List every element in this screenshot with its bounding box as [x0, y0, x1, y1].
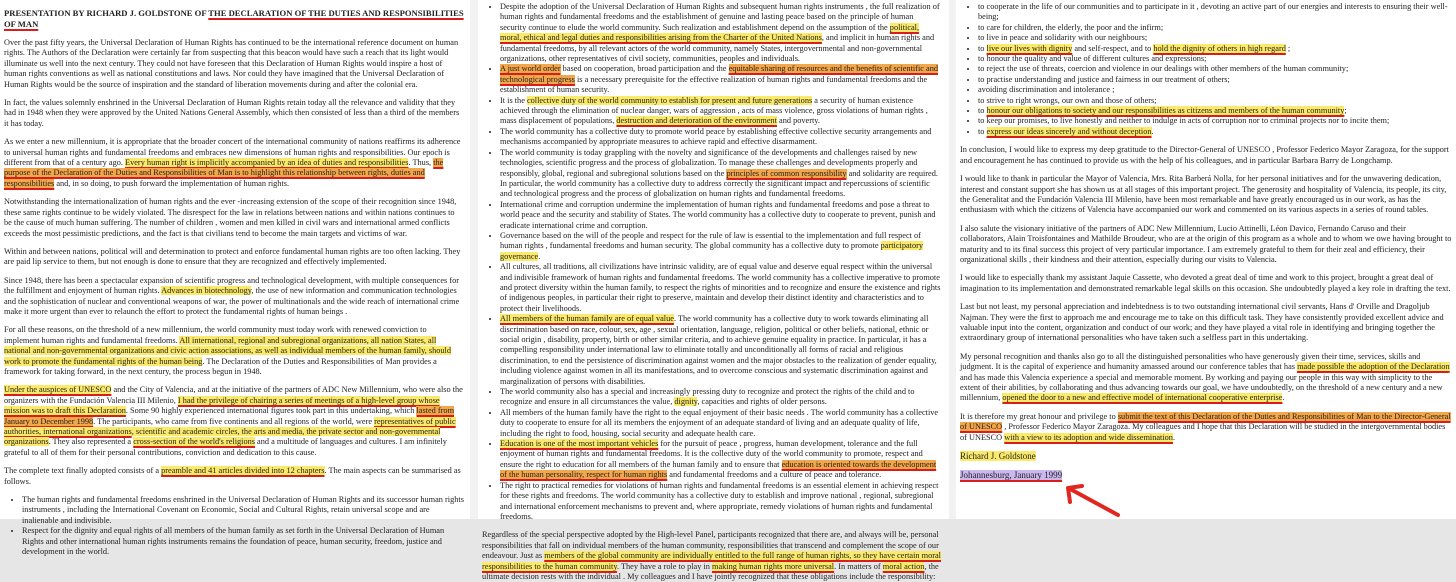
- highlight: representatives of public authorities, international organizations: [4, 416, 456, 436]
- highlight: Under the auspices of UNESCO: [4, 385, 112, 395]
- list-item: • to keep our promises, to live honestly and neither to indulge in acts of corruption nor to criminal projects nor to incite them;: [978, 116, 1452, 126]
- highlight: preamble and 41 articles divided into 12 chapters: [161, 466, 325, 476]
- paragraph: I also salute the visionary initiative of the partners of ADC New Millennium, Lucio Attinelli, Léon Davico, Fernando Caruso and their collaborators, Alain Troisfontaines and Mathilde Broudeur, who are at the origin of this program as a whole and to whom we owe having brought to maturity and to its final success this project of very particular importance. I am extremely grateful to them for their zeal and efficiency, their organizational skills , their kindness and their attention, especially during our visits to Valencia.: [960, 223, 1452, 264]
- highlight: made possible the adoption of the Declaration: [1297, 362, 1450, 372]
- highlight: lasted from January to December 1998: [4, 406, 455, 426]
- title-highlight: THE DECLARATION OF THE DUTIES AND RESPONSIBILITIES OF MAN: [4, 8, 464, 29]
- paragraph: Since 1948, there has been a spectacular expansion of scientific progress and technological development, with multiple consequences for the fulfillment and enjoyment of human rights. Advances in biotechnology, the use of new information and communication technologies and the sophistication of nuclear and conventional weapons of war, the power of multinationals and the wide reach of international crime make it more urgent than ever to relaunch the effort to protect the fundamental rights of human beings .: [4, 275, 460, 316]
- list-item: • to reject the use of threats, coercion and violence in our dealings with other members of the human community;: [978, 64, 1452, 74]
- list-item: • The right to practical remedies for violations of human rights and fundamental freedoms is an essential element in achieving respect for these rights and freedoms. The world community has a collective duty to establish and improve national , regional, subregional and international enforcement mechanisms to prevent and, where appropriate, remedy violations of human rights and fundamental freedoms.: [500, 481, 941, 523]
- paragraph: It is therefore my great honour and privilege to submit the text of this Declaration of the Duties and Responsibilities of Man to the Director-General of UNESCO , Professor Federico Mayor Zaragoza. My colleagues and I hope that this Declaration will be studied in the intergovernmental bodies of UNESCO with a view to its adoption and wide dissemination.: [960, 411, 1451, 442]
- highlight: collective duty of the world community to establish for present and future generations: [526, 95, 813, 105]
- page-gutter: [470, 0, 478, 519]
- list-item: • to express our ideas sincerely and without deception.: [978, 127, 1452, 137]
- document-title: PRESENTATION BY RICHARD J. GOLDSTONE OF THE DECLARATION OF THE DUTIES AND RESPONSIBILITIES OF MAN: [4, 8, 464, 29]
- list-item: • All members of the human family have the right to the equal enjoyment of their basic needs . The world community has a collective duty to cooperate to ensure for all its members the enjoyment of an adequate standard of living and an adequate quality of life, including the right to food, housing, social security and adequate health care.: [500, 408, 941, 439]
- list-item: • avoiding discrimination and intolerance ;: [978, 85, 1452, 95]
- arrow-pointer-icon: [1062, 482, 1122, 518]
- highlight: live our lives with dignity: [986, 43, 1073, 53]
- paragraph: The complete text finally adopted consists of a preamble and 41 articles divided into 12 chapters. The main aspects can be summarised as follows.: [4, 466, 461, 486]
- highlight: equitable sharing of resources and the benefits of scientific and technological progress: [500, 64, 938, 84]
- paragraph: Last but not least, my personal appreciation and indebtedness is to two outstanding international civil servants, Hans d' Orville and Dragoljub Najman. They were the first to approach me and encourage me to take on this difficult task. They have consistently provided excellent advice and valuable input into the content, organization and conduct of our work; and they have played a vital role in identifying and bringing together the extraordinary group of international personalities who have taken such a selfless part in this undertaking.: [960, 302, 1444, 343]
- paragraph: In fact, the values solemnly enshrined in the Universal Declaration of Human Rights retain today all the relevance and validity that they had in 1948 when they were approved by the United Nations General Assembly, which then consisted of less than a third of the members it has today.: [4, 98, 460, 128]
- paragraph: Within and between nations, political will and determination to protect and enforce fundamental human rights are too often lacking. They are paid lip service to them, but not enough is done to ensure that they are recognized and effectively implemented.: [4, 246, 461, 267]
- list-item: • to live our lives with dignity and self-respect, and to hold the dignity of others in high regard ;: [978, 44, 1452, 54]
- list-item: • Despite the adoption of the Universal Declaration of Human Rights and subsequent human rights instruments , the full realization of human rights and fundamental freedoms and the establishment of genuine and lasting peace based on the principle of human security continue to elude the world community. Such realization and establishment depend on the assumption of the political, moral, ethical and legal duties and responsibilities arising from the Charter of the United Nations, and implicit in human rights and fundamental freedoms, by all relevant actors of the world community, namely States, intergovernmental and non-governmental organizations, other representatives of civil society, communities, peoples and individuals.: [500, 2, 941, 64]
- list-item: • The human rights and fundamental freedoms enshrined in the Universal Declaration of Human Rights and its successor human rights instruments , including the International Covenant on Economic, Social and Cultural Rights, retain universal scope and are inalienable and indivisible.: [22, 495, 464, 526]
- list-item: • to honour our obligations to society and our responsibilities as citizens and members of the human community;: [978, 106, 1452, 116]
- list-item: • to strive to right wrongs, our own and those of others;: [978, 96, 1452, 106]
- highlight: A just world order: [500, 64, 561, 74]
- highlight: education is oriented towards the development of the human personality, respect for human rights: [500, 459, 937, 480]
- bullet-list: [482, 2, 941, 522]
- highlight: Every human right is implicitly accompanied by an idea of duties and responsibilities: [125, 158, 409, 168]
- paragraph: Regardless of the special perspective adopted by the High-level Panel, participants recognized that there are, and always will be, personal responsibilities that fall on individual members of the human community, responsibilities that transcend and complement the scope of our endeavour. Just as members of the global community are individually entitled to the full range of human rights, so they have certain moral responsibilities to the human community. They have a role to play in making human rights more universal. In matters of moral action, the ultimate decision rests with the individual . My colleagues and I have jointly recognized that these obligations include the responsibility:: [482, 530, 941, 581]
- list-item: • to cooperate in the life of our communities and to participate in it , devoting an active part of our energies and interests to ensuring their well-being;: [978, 2, 1452, 23]
- highlight: moral action: [882, 561, 925, 571]
- highlight: submit the text of this Declaration of the Duties and Responsibilities of Man to the Director-General of UNESCO: [960, 411, 1451, 432]
- paragraph: As we enter a new millennium, it is appropriate that the broader concert of the international community of nations reaffirms its adherence to universal human rights and fundamental freedoms and embraces new dimensions of human rights and responsibilities. Our epoch is different from that of a century ago. Every human right is implicitly accompanied by an idea of duties and responsibilities. Thus, the purpose of the Declaration of the Duties and Responsibilities of Man is to highlight this relationship between rights, duties and responsibilities and, in so doing, to push forward the implementation of human rights.: [4, 137, 461, 188]
- highlight: participatory governance: [500, 241, 924, 261]
- paragraph: I would like to thank in particular the Mayor of Valencia, Mrs. Rita Barberá Nolla, for her personal initiatives and for the unwavering dedication, interest and constant support she has shown us at all stages of this important project. The generosity and hospitality of Valencia, its people, its city, the Generalitat and the Fundación Valencia III Milenio, have been most remarkable and have greatly encouraged us in our work, as has the enthusiasm with which the citizens of Valencia have accompanied our work and commented on its various aspects in a series of round tables.: [960, 174, 1447, 215]
- list-item: • Education is one of the most important vehicles for the pursuit of peace , progress, human development, tolerance and the full enjoyment of human rights and fundamental freedoms. It is the collective duty of the world community to promote, respect and ensure the right to education for all members of the human family and to ensure that education is oriented towards the development of the human personality, respect for human rights and fundamental freedoms and a culture of peace and tolerance.: [500, 439, 941, 481]
- list-item: • Respect for the dignity and equal rights of all members of the human family as set forth in the Universal Declaration of Human Rights and other international human rights instruments remains the foundation of peace, human security, freedom, justice and development in the world.: [22, 526, 464, 557]
- highlight: Education is one of the most important vehicles: [500, 439, 659, 449]
- highlight: All members of the human family are of equal value: [500, 314, 674, 324]
- paragraph: Over the past fifty years, the Universal Declaration of Human Rights has continued to be the international reference document on human rights. The Authors of the Declaration were certainly far from suspecting that this beacon would have such a reach that its light would illuminate us well into the next century. They could not have foreseen that this Declaration of Human Rights would inspire a host of human rights conventions as well as national constitutions and laws. Nor could they have imagined that the Universal Declaration of Human Rights would be the source of inspiration and the standard of liberation movements during and after the colonial era.: [4, 38, 459, 89]
- highlight: I had the privilege of chairing a series of meetings of a high-level group whose mission was to draft this Declaration: [4, 395, 440, 416]
- paragraph: Under the auspices of UNESCO and the City of Valencia, and at the initiative of the partners of ADC New Millennium, who were also the organizers with the Fundación Valencia III Milenio, I had the privilege of chairing a series of meetings of a high-level group whose mission was to draft this Declaration. Some 90 highly experienced international figures took part in this undertaking, which lasted from January to December 1998. The participants, who came from five continents and all regions of the world, were representatives of public authorities, international organizations, scientific and academic circles, the arts and media, the private sector and non-governmental organizations. They also represented a cross-section of the world's religions and a multitude of languages and cultures. I am infinitely grateful to all of them for their personal contributions, conviction and dedication to this cause.: [4, 385, 463, 457]
- list-item: • to live in peace and solidarity with our neighbours;: [978, 33, 1452, 43]
- highlight: members of the global community are individually entitled to the full range of human rights: [544, 551, 850, 561]
- list-item: • to honour the quality and value of different cultures and expressions;: [978, 54, 1452, 64]
- page-left: [0, 0, 470, 557]
- highlight: political, moral, ethical and legal duties and responsibilities arising from the Charter of the United Nations: [500, 22, 920, 43]
- highlight: opened the door to a new and effective model of international cooperative enterprise: [1002, 393, 1283, 403]
- highlight: the purpose of the Declaration of the Duties and Responsibilities of Man is to highlight this relationship between rights, duties and responsibilities: [4, 158, 444, 188]
- highlight: Advances in biotechnology: [161, 286, 252, 296]
- highlight: with a view to its adoption and wide dissemination: [1004, 432, 1173, 442]
- highlight: making human rights more universal: [711, 561, 835, 571]
- highlight: , scientific and academic circles, the arts and media, the private sector and non-governmental organizations: [4, 427, 441, 447]
- list-item: • Governance based on the will of the people and respect for the rule of law is essential to the implementation and full respect of human rights , fundamental freedoms and human security. The global community has a collective duty to promote participatory governance.: [500, 231, 941, 262]
- list-item: • The world community also has a special and increasingly pressing duty to recognize and protect the rights of the child and to recognize and ensure in all circumstances the value, dignity, capacities and rights of older persons.: [500, 387, 941, 408]
- highlight: dignity: [674, 397, 698, 407]
- page-gutter: [949, 0, 956, 519]
- highlight: destruction and deterioration of the environment: [616, 116, 777, 126]
- highlight: cross-section of the world's religions: [133, 437, 255, 447]
- list-item: • All members of the human family are of equal value. The world community has a collective duty to work towards eliminating all discrimination based on race, colour, sex, age , sexual orientation, language, religion, political or other beliefs, national, ethnic or social origin , disability, property, birth or other similar criteria, and to achieve genuine equality in practice. In particular, it has a compelling responsibility under international law to eliminate totally and unconditionally all forms of racial and religious discrimination, to end the persistence of discrimination against women and the major obstacles to the realization of gender equality, including violence against women in all its manifestations, and to overcome conscious and systematic discrimination against and marginalization of persons with disabilities.: [500, 314, 941, 387]
- highlight: express our ideas sincerely and without deception: [986, 126, 1152, 136]
- list-item: • to care for children, the elderly, the poor and the infirm;: [978, 23, 1452, 33]
- bullet-list: [4, 495, 464, 557]
- list-item: • It is the collective duty of the world community to establish for present and future generations a security of human existence achieved through the elimination of nuclear danger, wars of aggression , acts of mass violence, gross violations of human rights , mass displacement of populations, destruction and deterioration of the environment and poverty.: [500, 96, 941, 127]
- paragraph: In conclusion, I would like to express my deep gratitude to the Director-General of UNESCO , Professor Federico Mayor Zaragoza, for the support and encouragement he has continued to provide us with the help of his colleagues, and in particular Barbara Barry de Longchamp.: [960, 145, 1449, 165]
- list-item: • International crime and corruption undermine the implementation of human rights and fundamental freedoms and pose a threat to world peace and the security and stability of States. The world community has a collective duty to cooperate to prevent, punish and eradicate international crime and corruption.: [500, 200, 941, 231]
- page-right: [956, 0, 1456, 519]
- highlight: All international, regional and subregional organizations, all nation States, all national and non-governmental organizations and civic action associations, as well as individual members of the human family, should work to promote the fundamental rights of the human being: [4, 335, 451, 366]
- paragraph: For all these reasons, on the threshold of a new millennium, the world community must today work with renewed conviction to implement human rights and fundamental freedoms. All international, regional and subregional organizations, all nation States, all national and non-governmental organizations and civic action associations, as well as individual members of the human family, should work to promote the fundamental rights of the human being. The Declaration of the Duties and Responsibilities of Man provides a framework for taking forward, in the next century, the process begun in 1948.: [4, 325, 451, 376]
- date-line: Johannesburg, January 1999: [960, 470, 1063, 481]
- list-item: • The world community has a collective duty to promote world peace by establishing effective collective security arrangements and mechanisms accompanied by appropriate measures to achieve rapid and effective disarmament.: [500, 127, 941, 148]
- highlight: honour our obligations to society and our responsibilities as citizens and members of the human community: [986, 106, 1345, 116]
- list-item: • A just world order based on cooperation, broad participation and the equitable sharing of resources and the benefits of scientific and technological progress is a necessary prerequisite for the effective realization of human rights and fundamental freedoms and the establishment of human security.: [500, 64, 941, 95]
- list-item: • to practise understanding and justice and fairness in our treatment of others;: [978, 75, 1452, 85]
- list-item: • All cultures, all traditions, all civilizations have intrinsic validity, are of equal value and deserve equal respect within the universal and indivisible framework of human rights and fundamental freedoms. The world community has a collective imperative to promote and protect diversity within the human family, to respect the rights of minorities and to recognize and ensure the existence and rights of indigenous peoples, in particular their right to preserve, maintain and develop their distinct identity and characteristics and to protect their livelihoods.: [500, 262, 941, 314]
- paragraph: I would like to especially thank my assistant Jaquie Cassette, who devoted a great deal of time and work to this project, brought a great deal of imagination to its implementation and demonstrated remarkable legal skills on this occasion. She undoubtedly played a key role in drafting the text.: [960, 273, 1451, 293]
- page-middle: [478, 0, 949, 581]
- list-item: • The world community is today grappling with the novelty and significance of the developments and challenges raised by new technologies, scientific progress and the process of globalization. To manage these challenges and developments properly and responsibly, global, regional and subregional solutions based on the principles of common responsibility and solidarity are required. In particular, the world community has a collective duty to address correctly the significant impact and repercussions of scientific and technological progress and the process of globalization on human rights and fundamental freedoms.: [500, 148, 941, 200]
- signature: Richard J. Goldstone: [960, 451, 1036, 462]
- highlight: hold the dignity of others in high regard: [1153, 43, 1286, 53]
- highlight: principles of common responsibility: [726, 168, 847, 178]
- bullet-list: [960, 2, 1452, 137]
- paragraph: Notwithstanding the internationalization of human rights and the ever -increasing extension of the scope of their recognition since 1948, these same rights continue to be widely violated. The disrespect for the law in relations between nations and within nations continues to be the cause of much human suffering. The number of children , women and men killed in civil wars and international armed conflicts exceeds the most pessimistic predictions, and the fact is that civilians tend to become the main targets and victims of war.: [4, 197, 457, 238]
- paragraph: My personal recognition and thanks also go to all the distinguished personalities who have generously given their time, services, skills and judgment. It is the capital of experience and humanity amassed around our conference tables that has made possible the adoption of the Declaration and has made this Valencia experience a special and memorable moment. By working and paying our people in this way with simplicity to the extent of their abilities, by collaborating and thus advancing towards our goal, we have undoubtedly, on the threshold of a new century and a new millennium, opened the door to a new and effective model of international cooperative enterprise.: [960, 351, 1450, 403]
- highlight: , so they have certain moral responsibilities to the human community: [482, 551, 941, 571]
